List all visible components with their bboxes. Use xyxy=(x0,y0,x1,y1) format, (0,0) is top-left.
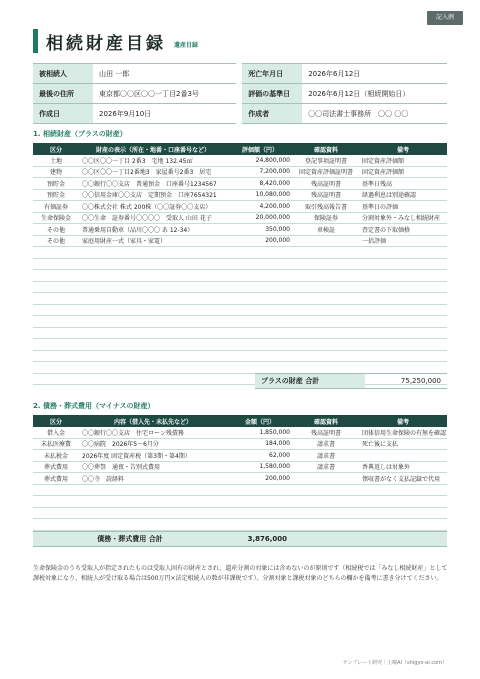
assets-cell xyxy=(293,327,359,339)
debts-cell: 2026年度 固定資産税（第3期・第4期） xyxy=(79,450,227,462)
debts-cell: 62,000 xyxy=(227,450,293,462)
created-value: 2026年9月10日 xyxy=(93,104,236,124)
page-title: 相続財産目録 xyxy=(46,33,166,54)
debts-cell xyxy=(293,484,359,496)
debts-cell: 請求書 xyxy=(293,461,359,473)
debts-cell: 200,000 xyxy=(227,473,293,485)
assets-cell xyxy=(293,316,359,328)
assets-cell: 〇〇銀行〇〇支店 普通預金 口座番号1234567 xyxy=(79,178,227,190)
assets-cell: 7,200,000 xyxy=(227,166,293,178)
assets-cell: 10,080,000 xyxy=(227,189,293,201)
debts-cell xyxy=(227,519,293,531)
debts-cell: 184,000 xyxy=(227,438,293,450)
debts-cell: 1,580,000 xyxy=(227,461,293,473)
assets-cell xyxy=(79,327,227,339)
assets-cell: 建物 xyxy=(33,166,79,178)
assets-cell xyxy=(293,362,359,374)
assets-row xyxy=(33,166,447,178)
debts-cell: 借入金 xyxy=(33,427,79,438)
debts-cell: 〇〇銀行〇〇支店 住宅ローン残債務 xyxy=(79,427,227,438)
assets-header-3: 確認資料 xyxy=(293,143,359,155)
created-label: 作成日 xyxy=(33,104,93,124)
debts-cell xyxy=(293,473,359,485)
assets-cell: 登記事項証明書 xyxy=(293,155,359,166)
debts-row xyxy=(33,484,447,496)
author-label: 作成者 xyxy=(242,104,302,124)
assets-cell xyxy=(33,258,79,270)
debts-cell xyxy=(33,484,79,496)
assets-cell: 車検証 xyxy=(293,224,359,236)
debts-table xyxy=(33,415,447,531)
assets-cell xyxy=(33,327,79,339)
assets-cell xyxy=(227,247,293,259)
assets-cell xyxy=(359,293,447,305)
deceased-label: 被相続人 xyxy=(33,64,93,84)
assets-cell xyxy=(79,339,227,351)
debts-header-3: 確認資料 xyxy=(293,415,359,427)
assets-cell xyxy=(79,247,227,259)
assets-row xyxy=(33,270,447,282)
debts-cell: 〇〇寺 読経料 xyxy=(79,473,227,485)
base-date-value: 2026年6月12日（相続開始日） xyxy=(302,84,447,104)
debts-header-0: 区分 xyxy=(33,415,79,427)
debts-cell: 葬式費用 xyxy=(33,473,79,485)
debts-cell: 団体信用生命保険の有無を確認 xyxy=(359,427,447,438)
assets-total-label: プラスの財産 合計 xyxy=(255,374,365,389)
debts-row xyxy=(33,519,447,531)
assets-cell xyxy=(33,281,79,293)
assets-cell xyxy=(359,350,447,362)
page-subtitle: 遺産目録 xyxy=(174,41,199,49)
assets-cell: 一括評価 xyxy=(359,235,447,247)
assets-cell xyxy=(33,270,79,282)
debts-header-2: 金額（円） xyxy=(227,415,293,427)
assets-row xyxy=(33,247,447,259)
debts-cell xyxy=(293,507,359,519)
assets-cell: 有価証券 xyxy=(33,201,79,213)
assets-cell: 生命保険金 xyxy=(33,212,79,224)
assets-cell xyxy=(79,281,227,293)
debts-cell xyxy=(293,496,359,508)
debts-cell xyxy=(359,496,447,508)
debts-row xyxy=(33,450,447,462)
assets-cell xyxy=(79,258,227,270)
debts-cell xyxy=(33,519,79,531)
assets-cell xyxy=(293,235,359,247)
assets-cell xyxy=(293,258,359,270)
assets-cell: その他 xyxy=(33,224,79,236)
assets-cell xyxy=(293,247,359,259)
debts-row xyxy=(33,461,447,473)
author-value: 〇〇司法書士事務所 〇〇 〇〇 xyxy=(302,104,447,124)
debts-cell: 請求書 xyxy=(293,438,359,450)
assets-row xyxy=(33,293,447,305)
assets-row xyxy=(33,339,447,351)
debts-cell xyxy=(359,519,447,531)
assets-row xyxy=(33,281,447,293)
debts-cell xyxy=(33,496,79,508)
assets-cell: 基準日の評価 xyxy=(359,201,447,213)
debts-cell: 1,850,000 xyxy=(227,427,293,438)
assets-cell: 〇〇信用金庫〇〇支店 定期預金 口座7654321 xyxy=(79,189,227,201)
assets-cell xyxy=(33,339,79,351)
assets-cell: 預貯金 xyxy=(33,178,79,190)
assets-cell xyxy=(79,293,227,305)
assets-cell xyxy=(227,258,293,270)
assets-heading: 1. 相続財産（プラスの財産） xyxy=(33,130,127,138)
assets-cell xyxy=(79,304,227,316)
debts-cell: 〇〇病院 2026年5〜6月分 xyxy=(79,438,227,450)
assets-header-2: 評価額（円） xyxy=(227,143,293,155)
debts-cell: 未払税金 xyxy=(33,450,79,462)
assets-cell: 分割対象外・みなし相続財産 xyxy=(359,212,447,224)
debts-header-1: 内容（借入先・未払先など） xyxy=(79,415,227,427)
assets-table xyxy=(33,143,447,385)
assets-cell: 土地 xyxy=(33,155,79,166)
debts-cell xyxy=(79,496,227,508)
assets-row xyxy=(33,212,447,224)
assets-cell: 査定書の下取価格 xyxy=(359,224,447,236)
assets-cell: 20,000,000 xyxy=(227,212,293,224)
assets-total xyxy=(255,373,447,389)
debts-cell xyxy=(359,450,447,462)
debts-total-label: 債務・葬式費用 合計 xyxy=(33,532,227,547)
assets-cell xyxy=(293,293,359,305)
debts-header-4: 備考 xyxy=(359,415,447,427)
assets-header-4: 備考 xyxy=(359,143,447,155)
title-accent-bar xyxy=(33,29,38,53)
assets-cell: 350,000 xyxy=(227,224,293,236)
title-block xyxy=(33,29,198,53)
debts-cell: 香典返しは対象外 xyxy=(359,461,447,473)
assets-total-value: 75,250,000 xyxy=(365,374,447,389)
assets-cell xyxy=(227,362,293,374)
debts-cell: 未払医療費 xyxy=(33,438,79,450)
assets-cell: 〇〇区〇〇一丁目 2番3 宅地 132.45㎡ xyxy=(79,155,227,166)
assets-cell: 4,200,000 xyxy=(227,201,293,213)
debts-cell: 葬式費用 xyxy=(33,461,79,473)
assets-cell xyxy=(227,281,293,293)
assets-cell: 普通乗用自動車（品川〇〇〇 あ 12-34） xyxy=(79,224,227,236)
assets-cell xyxy=(79,373,227,385)
assets-cell xyxy=(33,247,79,259)
assets-row xyxy=(33,235,447,247)
assets-cell: 家庭用財産一式（家具・家電） xyxy=(79,235,227,247)
note-text: 生命保険金のうち受取人が指定されたものは受取人固有の財産とされ、遺産分割の対象には含めないのが原則です（相続税では「みなし相続財産」として課税対象になり、相続人が受け取る場合は500万円×法定相続人の数が非課税です）。分割対象と課税対象のどちらの欄かを備考に書き分けてください。 xyxy=(33,565,448,582)
assets-cell xyxy=(359,258,447,270)
assets-cell: 24,800,000 xyxy=(227,155,293,166)
assets-cell: 8,420,000 xyxy=(227,178,293,190)
death-date-label: 死亡年月日 xyxy=(242,64,302,84)
assets-cell xyxy=(227,350,293,362)
assets-cell xyxy=(293,270,359,282)
assets-cell xyxy=(227,293,293,305)
assets-row xyxy=(33,155,447,166)
assets-cell xyxy=(33,362,79,374)
debts-cell xyxy=(33,507,79,519)
assets-cell xyxy=(79,270,227,282)
assets-cell: 固定資産評価額 xyxy=(359,155,447,166)
assets-cell xyxy=(79,362,227,374)
assets-cell xyxy=(293,281,359,293)
assets-cell xyxy=(33,316,79,328)
assets-header-1: 財産の表示（所在・地番・口座番号など） xyxy=(79,143,227,155)
assets-row xyxy=(33,350,447,362)
assets-cell: 〇〇区〇〇一丁目2番地3 家屋番号2番3 居宅 xyxy=(79,166,227,178)
info-table xyxy=(33,63,447,124)
assets-cell: その他 xyxy=(33,235,79,247)
assets-cell: 基準日残高 xyxy=(359,178,447,190)
address-label: 最後の住所 xyxy=(33,84,93,104)
assets-cell: 保険証券 xyxy=(293,212,359,224)
assets-cell xyxy=(227,339,293,351)
debts-cell xyxy=(359,507,447,519)
assets-cell xyxy=(359,247,447,259)
assets-cell xyxy=(359,270,447,282)
deceased-value: 山田 一郎 xyxy=(93,64,236,84)
assets-cell: 残高証明書 xyxy=(293,178,359,190)
assets-row xyxy=(33,258,447,270)
assets-cell xyxy=(79,316,227,328)
assets-cell xyxy=(227,316,293,328)
debts-cell xyxy=(227,507,293,519)
debts-cell: 死亡後に支払 xyxy=(359,438,447,450)
assets-row xyxy=(33,362,447,374)
debts-row xyxy=(33,496,447,508)
assets-cell: 固定資産評価額 xyxy=(359,166,447,178)
assets-row xyxy=(33,316,447,328)
debts-cell: 領収書がなく支払記録で代用 xyxy=(359,473,447,485)
assets-cell xyxy=(79,350,227,362)
assets-row xyxy=(33,304,447,316)
assets-row xyxy=(33,201,447,213)
assets-cell xyxy=(359,362,447,374)
assets-cell xyxy=(359,316,447,328)
assets-cell: 残高証明書 xyxy=(293,189,359,201)
assets-cell xyxy=(227,327,293,339)
assets-cell xyxy=(293,350,359,362)
assets-cell xyxy=(359,304,447,316)
assets-row xyxy=(33,224,447,236)
assets-cell xyxy=(33,350,79,362)
assets-header-0: 区分 xyxy=(33,143,79,155)
assets-row xyxy=(33,189,447,201)
assets-cell xyxy=(33,373,79,385)
debts-row xyxy=(33,473,447,485)
debts-cell: 請求書 xyxy=(293,450,359,462)
debts-row xyxy=(33,507,447,519)
assets-row xyxy=(33,327,447,339)
assets-cell xyxy=(359,281,447,293)
debts-cell xyxy=(227,484,293,496)
assets-cell xyxy=(359,327,447,339)
debts-cell xyxy=(79,519,227,531)
assets-cell: 〇〇株式会社 株式 200株（〇〇証券〇〇支店） xyxy=(79,201,227,213)
debts-row xyxy=(33,438,447,450)
debts-cell: 〇〇葬祭 通夜・告別式費用 xyxy=(79,461,227,473)
debts-cell: 残高証明書 xyxy=(293,427,359,438)
assets-cell: 預貯金 xyxy=(33,189,79,201)
debts-row xyxy=(33,427,447,438)
debts-cell xyxy=(79,484,227,496)
debts-total-value: 3,876,000 xyxy=(227,532,293,547)
assets-cell xyxy=(359,339,447,351)
debts-cell xyxy=(293,519,359,531)
debts-cell xyxy=(227,496,293,508)
debts-cell xyxy=(359,484,447,496)
assets-cell: 200,000 xyxy=(227,235,293,247)
death-date-value: 2026年6月12日 xyxy=(302,64,447,84)
assets-cell: 取引残高報告書 xyxy=(293,201,359,213)
debts-heading: 2. 債務・葬式費用（マイナスの財産） xyxy=(33,402,155,410)
assets-cell xyxy=(227,304,293,316)
debts-total xyxy=(33,531,447,547)
footer-credit: テンプレート研究｜土曜AI（shigyo-ai.com） xyxy=(342,660,447,666)
assets-row xyxy=(33,178,447,190)
assets-cell xyxy=(227,270,293,282)
debts-cell xyxy=(79,507,227,519)
assets-cell xyxy=(293,339,359,351)
base-date-label: 評価の基準日 xyxy=(242,84,302,104)
address-value: 東京都〇〇区〇〇一丁目2番3号 xyxy=(93,84,236,104)
assets-cell: 経過利息は別途確認 xyxy=(359,189,447,201)
assets-cell: 〇〇生命 証券番号〇〇〇〇 受取人 山田 花子 xyxy=(79,212,227,224)
sample-badge: 記入例 xyxy=(427,11,463,25)
assets-cell xyxy=(33,304,79,316)
assets-cell xyxy=(293,304,359,316)
assets-cell xyxy=(33,293,79,305)
assets-cell: 固定資産評価証明書 xyxy=(293,166,359,178)
